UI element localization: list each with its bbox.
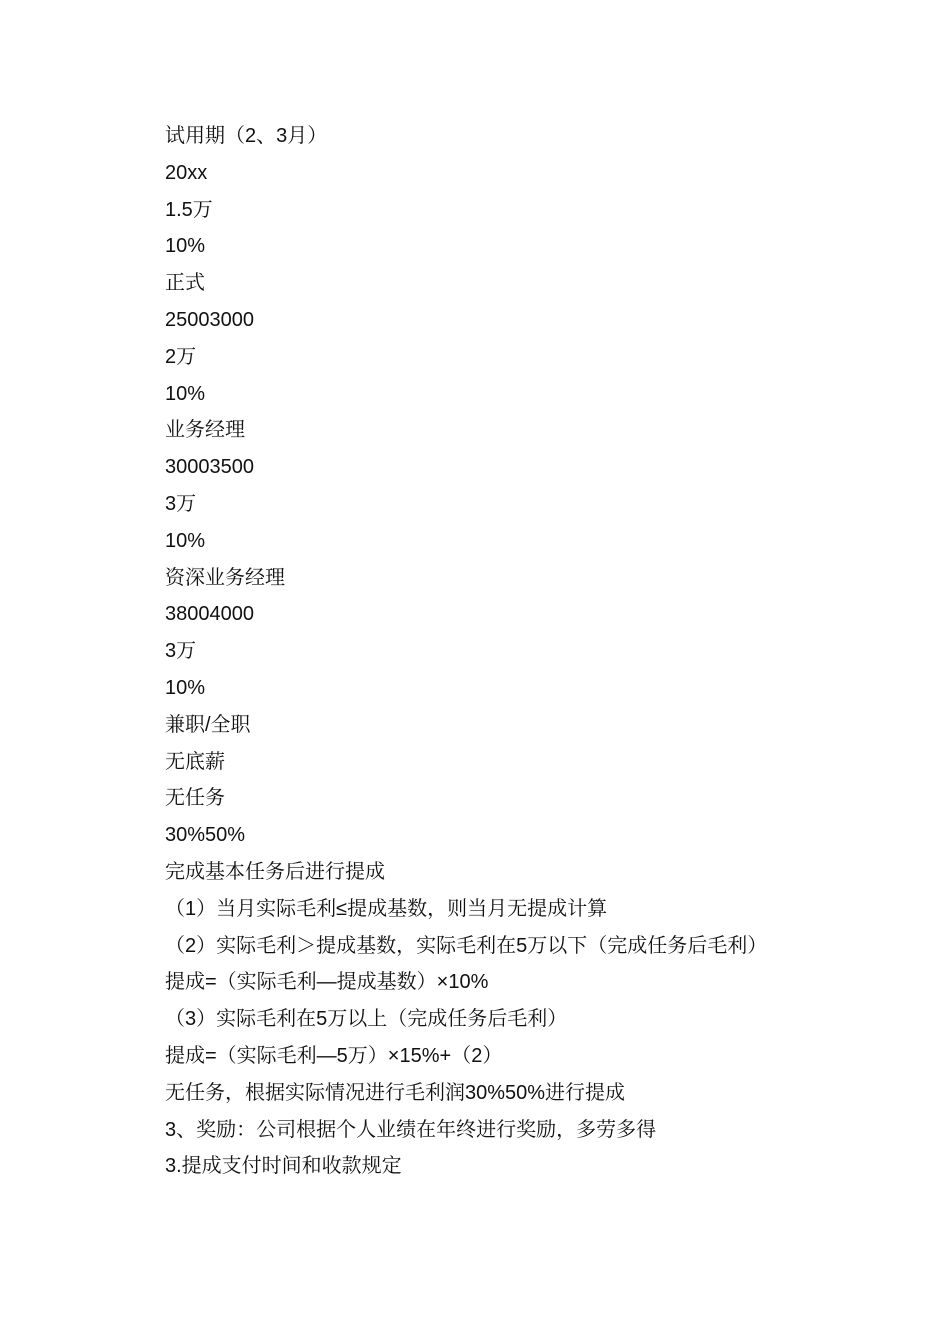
- text-line: 10%: [165, 529, 206, 552]
- text-line: 资深业务经理: [165, 566, 285, 589]
- document-body: [165, 118, 825, 1185]
- text-line: 无任务，根据实际情况进行毛利润30%50%进行提成: [165, 1081, 626, 1104]
- text-line: 无底薪: [165, 750, 225, 773]
- text-line: 3万: [165, 492, 197, 515]
- wrapped-paragraph: （2）实际毛利＞提成基数，实际毛利在5万以下（完成任务后毛利）: [165, 934, 768, 957]
- text-line: 试用期（2、3月）: [165, 125, 328, 147]
- text-line: 10%: [165, 382, 206, 405]
- text-line: 30%50%: [165, 824, 246, 847]
- text-line: 10%: [165, 235, 206, 258]
- text-line: 正式: [165, 272, 205, 295]
- text-line: 2万: [165, 345, 197, 368]
- text-line: 1.5万: [165, 198, 213, 221]
- text-line: （1）当月实际毛利≤提成基数，则当月无提成计算: [165, 897, 608, 920]
- text-line: 3.提成支付时间和收款规定: [165, 1155, 402, 1178]
- text-line: 无任务: [165, 787, 225, 810]
- text-line: 业务经理: [165, 419, 245, 442]
- text-line: 3万: [165, 640, 197, 663]
- text-line: 20xx: [165, 161, 208, 184]
- text-line: 提成=（实际毛利—5万）×15%+（2）: [165, 1044, 503, 1067]
- text-line: 提成=（实际毛利—提成基数）×10%: [165, 971, 489, 994]
- text-line: 3、奖励：公司根据个人业绩在年终进行奖励，多劳多得: [165, 1118, 657, 1141]
- text-line: 10%: [165, 676, 206, 699]
- text-line: 完成基本任务后进行提成: [165, 860, 385, 883]
- text-line: 兼职/全职: [165, 713, 251, 736]
- text-line: 25003000: [165, 308, 254, 331]
- text-line: （3）实际毛利在5万以上（完成任务后毛利）: [165, 1008, 568, 1031]
- text-line: 38004000: [165, 603, 254, 626]
- text-line: 30003500: [165, 456, 254, 479]
